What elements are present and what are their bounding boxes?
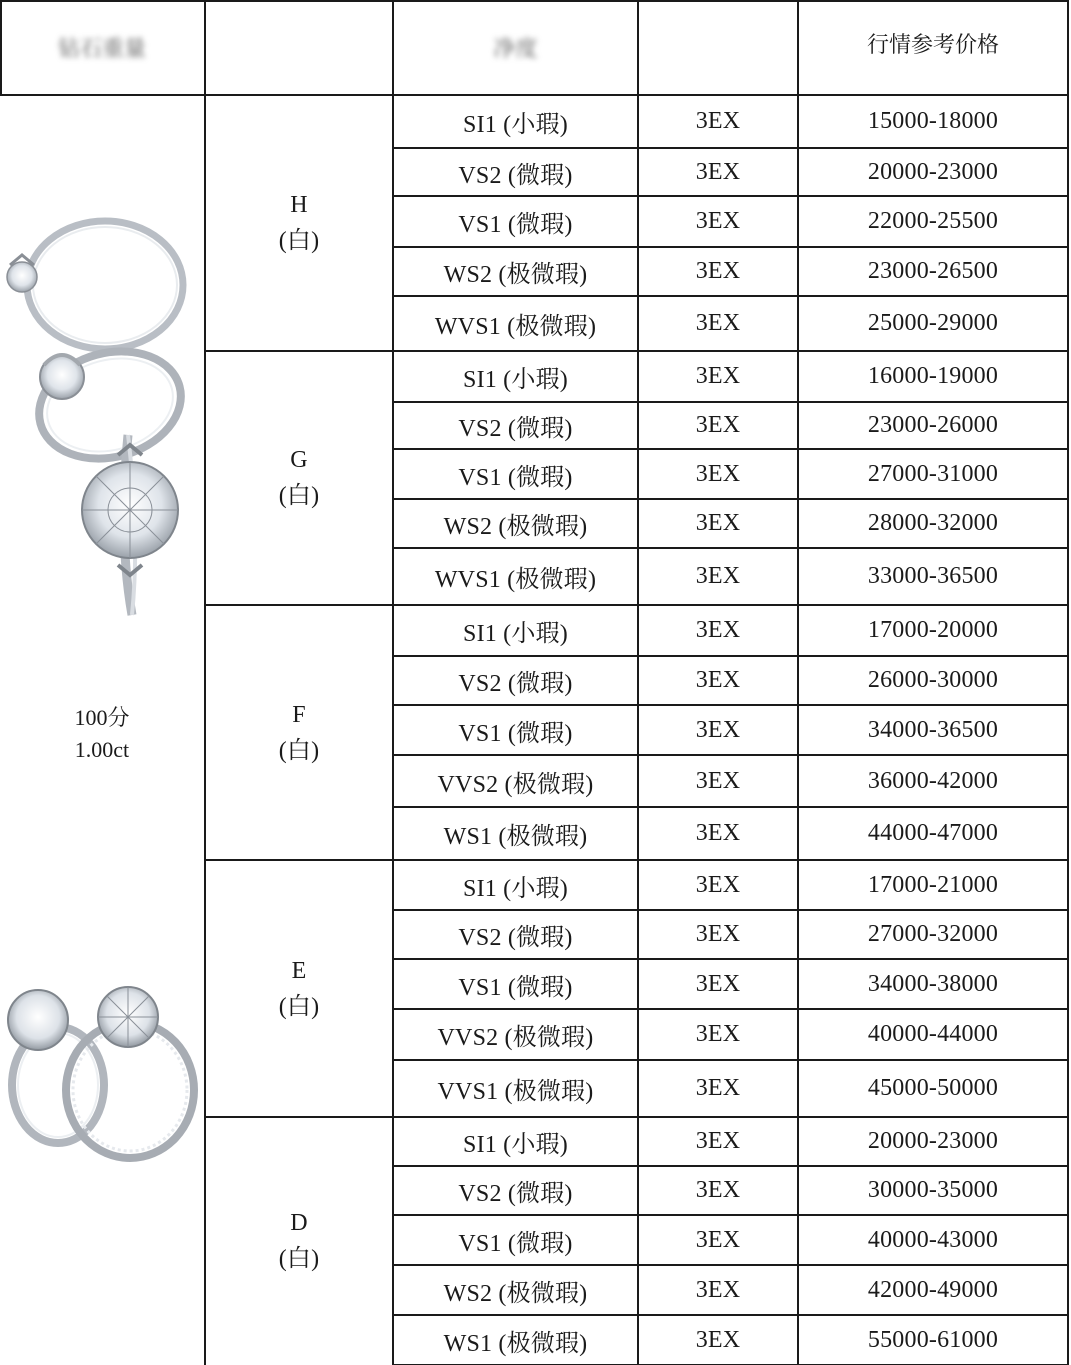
cut-cell: 3EX (695, 460, 741, 487)
header-clarity: 净度 (493, 37, 538, 62)
weight-fen: 100分 (74, 705, 130, 730)
cut-cell: 3EX (695, 1177, 741, 1203)
price-cell: 20000-23000 (867, 1128, 999, 1154)
clarity-cell: WS2 (极微瑕) (443, 1280, 588, 1307)
price-cell: 20000-23000 (867, 158, 999, 185)
cut-cell: 3EX (695, 667, 741, 693)
cut-cell: 3EX (695, 310, 741, 336)
clarity-cell: SI1 (小瑕) (463, 1132, 568, 1158)
clarity-cell: VVS1 (极微瑕) (437, 1079, 594, 1105)
cut-cell: 3EX (695, 970, 741, 997)
price-cell: 16000-19000 (867, 363, 999, 389)
weight-ct: 1.00ct (74, 737, 130, 762)
clarity-cell: SI1 (小瑕) (463, 621, 568, 647)
cut-cell: 3EX (695, 1276, 741, 1303)
cut-cell: 3EX (695, 158, 741, 185)
clarity-cell: VVS2 (极微瑕) (437, 771, 594, 798)
color-grade-cell (207, 351, 391, 605)
cut-cell: 3EX (695, 871, 741, 898)
price-cell: 40000-44000 (867, 1021, 999, 1047)
price-cell: 15000-18000 (867, 108, 999, 134)
price-cell: 55000-61000 (867, 1326, 999, 1353)
cut-cell: 3EX (695, 716, 741, 743)
clarity-cell: SI1 (小瑕) (463, 367, 568, 393)
price-cell: 23000-26500 (867, 258, 999, 284)
clarity-cell: VS1 (微瑕) (458, 974, 573, 1001)
clarity-cell: WS1 (极微瑕) (443, 824, 588, 850)
carat-weight (0, 702, 204, 766)
color-grade: H (290, 192, 308, 218)
clarity-cell: VS1 (微瑕) (458, 464, 573, 491)
price-cell: 34000-36500 (867, 716, 999, 743)
price-cell: 33000-36500 (867, 563, 999, 589)
clarity-cell: WS2 (极微瑕) (443, 514, 588, 540)
price-cell: 27000-32000 (867, 921, 999, 947)
price-cell: 42000-49000 (867, 1276, 999, 1303)
price-cell: 23000-26000 (867, 412, 999, 438)
price-cell: 30000-35000 (867, 1177, 999, 1203)
price-cell: 34000-38000 (867, 970, 999, 997)
price-cell: 28000-32000 (867, 510, 999, 536)
clarity-cell: VS2 (微瑕) (458, 925, 573, 951)
clarity-cell: VS2 (微瑕) (458, 671, 573, 697)
price-cell: 25000-29000 (867, 310, 999, 336)
price-cell: 17000-21000 (867, 871, 999, 898)
clarity-cell: WS2 (极微瑕) (443, 262, 588, 288)
color-grade: E (291, 957, 307, 984)
solitaire-rings-image-top (0, 205, 200, 625)
cut-cell: 3EX (695, 1226, 741, 1253)
color-grade-cell (207, 605, 391, 860)
clarity-cell: VS2 (微瑕) (458, 416, 573, 442)
cut-cell: 3EX (695, 820, 741, 846)
price-cell: 36000-42000 (867, 767, 999, 794)
price-cell: 40000-43000 (867, 1226, 999, 1253)
cut-cell: 3EX (695, 108, 741, 134)
price-cell: 45000-50000 (867, 1075, 999, 1101)
cut-cell: 3EX (695, 1128, 741, 1154)
clarity-cell: VS2 (微瑕) (458, 162, 573, 189)
cut-cell: 3EX (695, 617, 741, 643)
color-tone: (白) (278, 1246, 320, 1272)
color-grade: F (292, 701, 306, 728)
color-grade-cell (207, 860, 391, 1117)
clarity-cell: SI1 (小瑕) (463, 875, 568, 902)
color-tone: (白) (278, 993, 320, 1020)
clarity-cell: VS1 (微瑕) (458, 212, 573, 238)
color-tone: (白) (278, 737, 320, 764)
color-tone: (白) (278, 483, 320, 509)
clarity-cell: WS1 (极微瑕) (443, 1330, 588, 1357)
price-cell: 22000-25500 (867, 208, 999, 234)
cut-cell: 3EX (695, 258, 741, 284)
cut-cell: 3EX (695, 1075, 741, 1101)
pave-rings-image-bottom (0, 975, 204, 1170)
cut-cell: 3EX (695, 767, 741, 794)
clarity-cell: WVS1 (极微瑕) (434, 567, 597, 593)
cut-cell: 3EX (695, 412, 741, 438)
color-grade: G (290, 447, 308, 473)
clarity-cell: SI1 (小瑕) (463, 112, 568, 138)
cut-cell: 3EX (695, 363, 741, 389)
clarity-cell: VS1 (微瑕) (458, 720, 573, 747)
cut-cell: 3EX (695, 208, 741, 234)
color-grade: D (290, 1210, 308, 1236)
cut-cell: 3EX (695, 563, 741, 589)
clarity-cell: VS2 (微瑕) (458, 1181, 573, 1207)
cut-cell: 3EX (695, 1021, 741, 1047)
header-weight: 钻石重量 (57, 37, 146, 62)
header-cut (639, 0, 797, 95)
price-cell: 17000-20000 (867, 617, 999, 643)
price-cell: 44000-47000 (867, 820, 999, 846)
cut-cell: 3EX (695, 510, 741, 536)
clarity-cell: VVS2 (极微瑕) (437, 1025, 594, 1051)
color-grade-cell (207, 95, 391, 351)
price-cell: 26000-30000 (867, 667, 999, 693)
clarity-cell: VS1 (微瑕) (458, 1230, 573, 1257)
clarity-cell: WVS1 (极微瑕) (434, 314, 597, 340)
color-grade-cell (207, 1117, 391, 1365)
cut-cell: 3EX (695, 1326, 741, 1353)
price-cell: 27000-31000 (867, 460, 999, 487)
cut-cell: 3EX (695, 921, 741, 947)
color-tone: (白) (278, 228, 320, 254)
header-reference-price: 行情参考价格 (866, 33, 999, 58)
header-color (206, 0, 392, 95)
